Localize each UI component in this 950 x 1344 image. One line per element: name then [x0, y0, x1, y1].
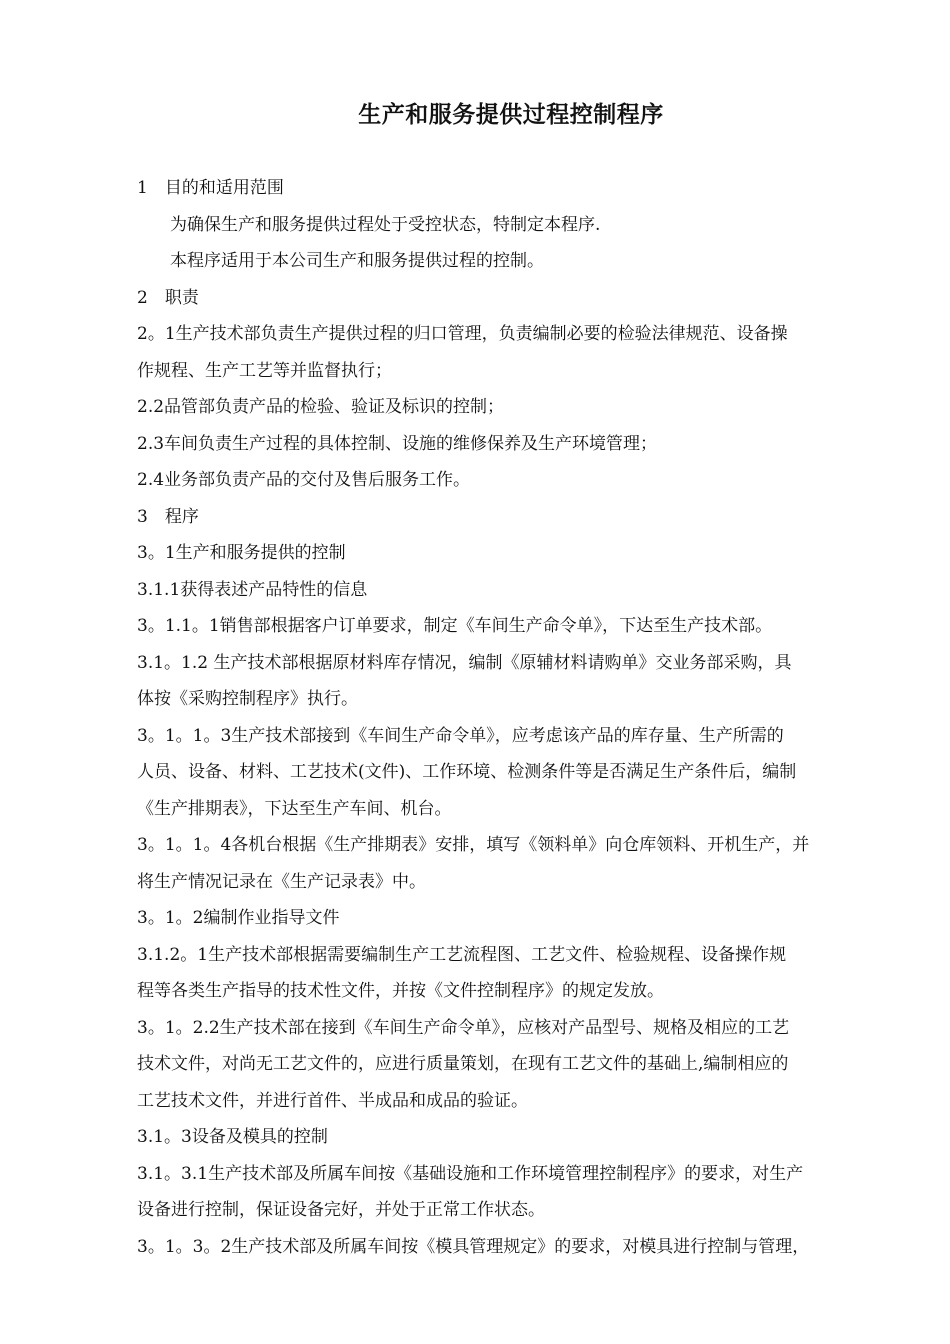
text-line: 3。1。1。4各机台根据《生产排期表》安排，填写《领料单》向仓库领料、开机生产，并 — [137, 835, 810, 855]
text-line: 3。1。2编制作业指导文件 — [137, 908, 340, 928]
text-line: 本程序适用于本公司生产和服务提供过程的控制。 — [170, 251, 544, 271]
text-line: 3.1。3.1生产技术部及所属车间按《基础设施和工作环境管理控制程序》的要求，对生产 — [137, 1163, 804, 1184]
text-line: 1 目的和适用范围 — [137, 178, 284, 198]
text-line: 2.3车间负责生产过程的具体控制、设施的维修保养及生产环境管理； — [137, 433, 658, 454]
text-line: 将生产情况记录在《生产记录表》中。 — [137, 871, 426, 892]
text-line: 《生产排期表》，下达至生产车间、机台。 — [137, 798, 452, 819]
text-line: 3.1。1.2 生产技术部根据原材料库存情况，编制《原辅材料请购单》交业务部采购，具 — [137, 652, 792, 673]
text-line: 3.1。3设备及模具的控制 — [137, 1127, 328, 1147]
text-line: 3。1。1。3生产技术部接到《车间生产命令单》，应考虑该产品的库存量、生产所需的 — [137, 725, 784, 746]
text-line: 3。1.1。1销售部根据客户订单要求，制定《车间生产命令单》，下达至生产技术部。 — [137, 616, 773, 636]
text-line: 技术文件，对尚无工艺文件的，应进行质量策划，在现有工艺文件的基础上,编制相应的 — [137, 1054, 789, 1074]
text-line: 2 职责 — [137, 287, 199, 308]
text-line: 3。1生产和服务提供的控制 — [137, 543, 346, 563]
document-body — [137, 170, 887, 1265]
text-line: 程等各类生产指导的技术性文件，并按《文件控制程序》的规定发放。 — [137, 981, 664, 1001]
text-line: 3。1。2.2生产技术部在接到《车间生产命令单》，应核对产品型号、规格及相应的工艺 — [137, 1017, 790, 1038]
text-line: 3。1。3。2生产技术部及所属车间按《模具管理规定》的要求，对模具进行控制与管理， — [137, 1236, 810, 1257]
text-line: 3.1.1获得表述产品特性的信息 — [137, 579, 368, 600]
text-line: 3.1.2。1生产技术部根据需要编制生产工艺流程图、工艺文件、检验规程、设备操作规 — [137, 944, 787, 965]
text-line: 人员、设备、材料、工艺技术(文件)、工作环境、检测条件等是否满足生产条件后，编制 — [137, 762, 797, 782]
text-line: 2。1生产技术部负责生产提供过程的归口管理，负责编制必要的检验法律规范、设备操 — [137, 324, 788, 344]
text-line: 2.2品管部负责产品的检验、验证及标识的控制； — [137, 397, 505, 417]
text-line: 为确保生产和服务提供过程处于受控状态，特制定本程序. — [170, 214, 601, 235]
text-line: 工艺技术文件，并进行首件、半成品和成品的验证。 — [137, 1090, 528, 1111]
text-line: 作规程、生产工艺等并监督执行； — [137, 360, 392, 381]
text-line: 2.4业务部负责产品的交付及售后服务工作。 — [137, 470, 471, 490]
text-line: 设备进行控制，保证设备完好，并处于正常工作状态。 — [137, 1200, 545, 1220]
text-line: 3 程序 — [137, 506, 199, 527]
document-title: 生产和服务提供过程控制程序 — [358, 102, 664, 128]
text-line: 体按《采购控制程序》执行。 — [137, 689, 358, 709]
